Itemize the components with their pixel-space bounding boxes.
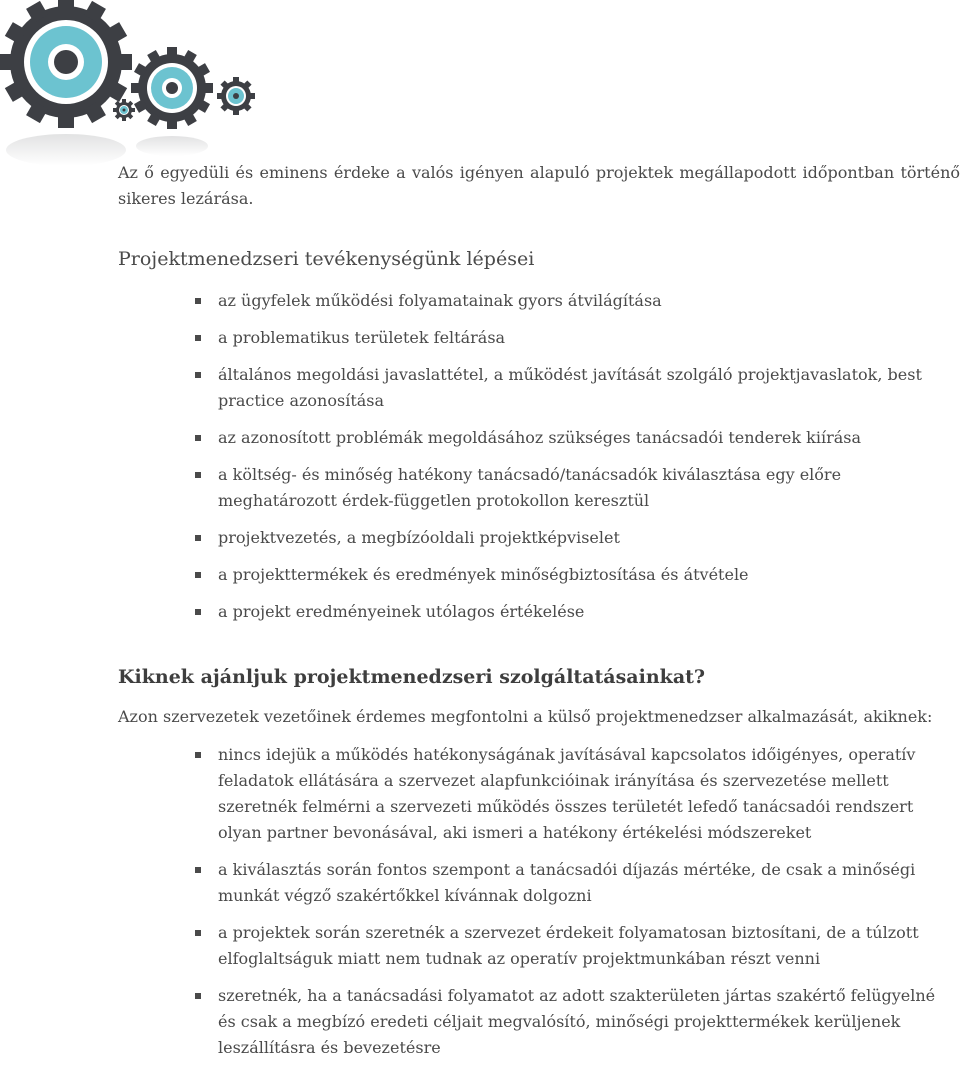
bullet-icon [195, 930, 201, 936]
steps-list [0, 288, 960, 636]
bullet-icon [195, 435, 201, 441]
list-item [0, 857, 940, 909]
list-item [0, 742, 940, 846]
bullet-icon [195, 335, 201, 341]
list-item-text: a projekttermékek és eredmények minőségbiztosítása és átvétele [218, 565, 749, 584]
bullet-icon [195, 572, 201, 578]
list-item-text: a problematikus területek feltárása [218, 328, 506, 347]
list-item [0, 983, 940, 1061]
bullet-icon [195, 535, 201, 541]
list-item-text: szeretnék, ha a tanácsadási folyamatot az adott szakterületen jártas szakértő felügyelné és csak a megbízó eredeti céljait megvalósító, minőségi projekttermékek kerüljenek leszállításra és bevezetésre [218, 986, 936, 1057]
gears-logo-icon [0, 0, 260, 170]
list-item-text: a projektek során szeretnék a szervezet érdekeit folyamatosan biztosítani, de a túlzott elfoglaltságuk miatt nem tudnak az operatív projektmunkában részt venni [218, 923, 919, 968]
bullet-icon [195, 752, 201, 758]
list-item-text: a költség- és minőség hatékony tanácsadó/tanácsadók kiválasztása egy előre meghatározott érdek-független protokollon keresztül [218, 465, 842, 510]
list-item [0, 325, 960, 351]
list-item-text: a kiválasztás során fontos szempont a tanácsadói díjazás mértéke, de csak a minőségi munkát végző szakértőkkel kívánnak dolgozni [218, 860, 916, 905]
list-item [0, 288, 960, 314]
medium-gear-icon [131, 47, 213, 129]
bullet-icon [195, 609, 201, 615]
list-item-text: nincs idejük a működés hatékonyságának javításával kapcsolatos időigényes, operatív feladatok ellátására a szervezet alapfunkcióinak irányítása és szervezetése mellett szeretnék felmérni a szervezeti működés összes területét lefedő tanácsadói rendszert olyan partner bevonásával, aki ismeri a hatékony értékelési módszereket [218, 745, 916, 842]
steps-heading: Projektmenedzseri tevékenységünk lépései [118, 248, 535, 270]
targets-intro: Azon szervezetek vezetőinek érdemes megfontolni a külső projektmenedzser alkalmazását, akiknek: [118, 707, 933, 726]
list-item [0, 920, 940, 972]
list-item [0, 525, 960, 551]
list-item [0, 562, 960, 588]
bullet-icon [195, 867, 201, 873]
list-item-text: az azonosított problémák megoldásához szükséges tanácsadói tenderek kiírása [218, 428, 861, 447]
bullet-icon [195, 372, 201, 378]
large-gear-icon [0, 0, 132, 128]
bullet-icon [195, 993, 201, 999]
bullet-icon [195, 472, 201, 478]
intro-paragraph: Az ő egyedüli és eminens érdeke a valós igényen alapuló projektek megállapodott időpontban történő sikeres lezárása. [118, 163, 960, 208]
list-item [0, 362, 960, 414]
list-item-text: a projekt eredményeinek utólagos értékelése [218, 602, 585, 621]
list-item-text: általános megoldási javaslattétel, a működést javítását szolgáló projektjavaslatok, best practice azonosítása [218, 365, 922, 410]
list-item [0, 599, 960, 625]
targets-heading: Kiknek ajánljuk projektmenedzseri szolgáltatásainkat? [118, 666, 706, 688]
list-item-text: projektvezetés, a megbízóoldali projektképviselet [218, 528, 620, 547]
bullet-icon [195, 298, 201, 304]
small-gear-icon [217, 77, 255, 115]
list-item-text: az ügyfelek működési folyamatainak gyors átvilágítása [218, 291, 662, 310]
targets-list [0, 742, 940, 1072]
list-item [0, 462, 960, 514]
tiny-gear-icon [113, 99, 135, 121]
list-item [0, 425, 960, 451]
